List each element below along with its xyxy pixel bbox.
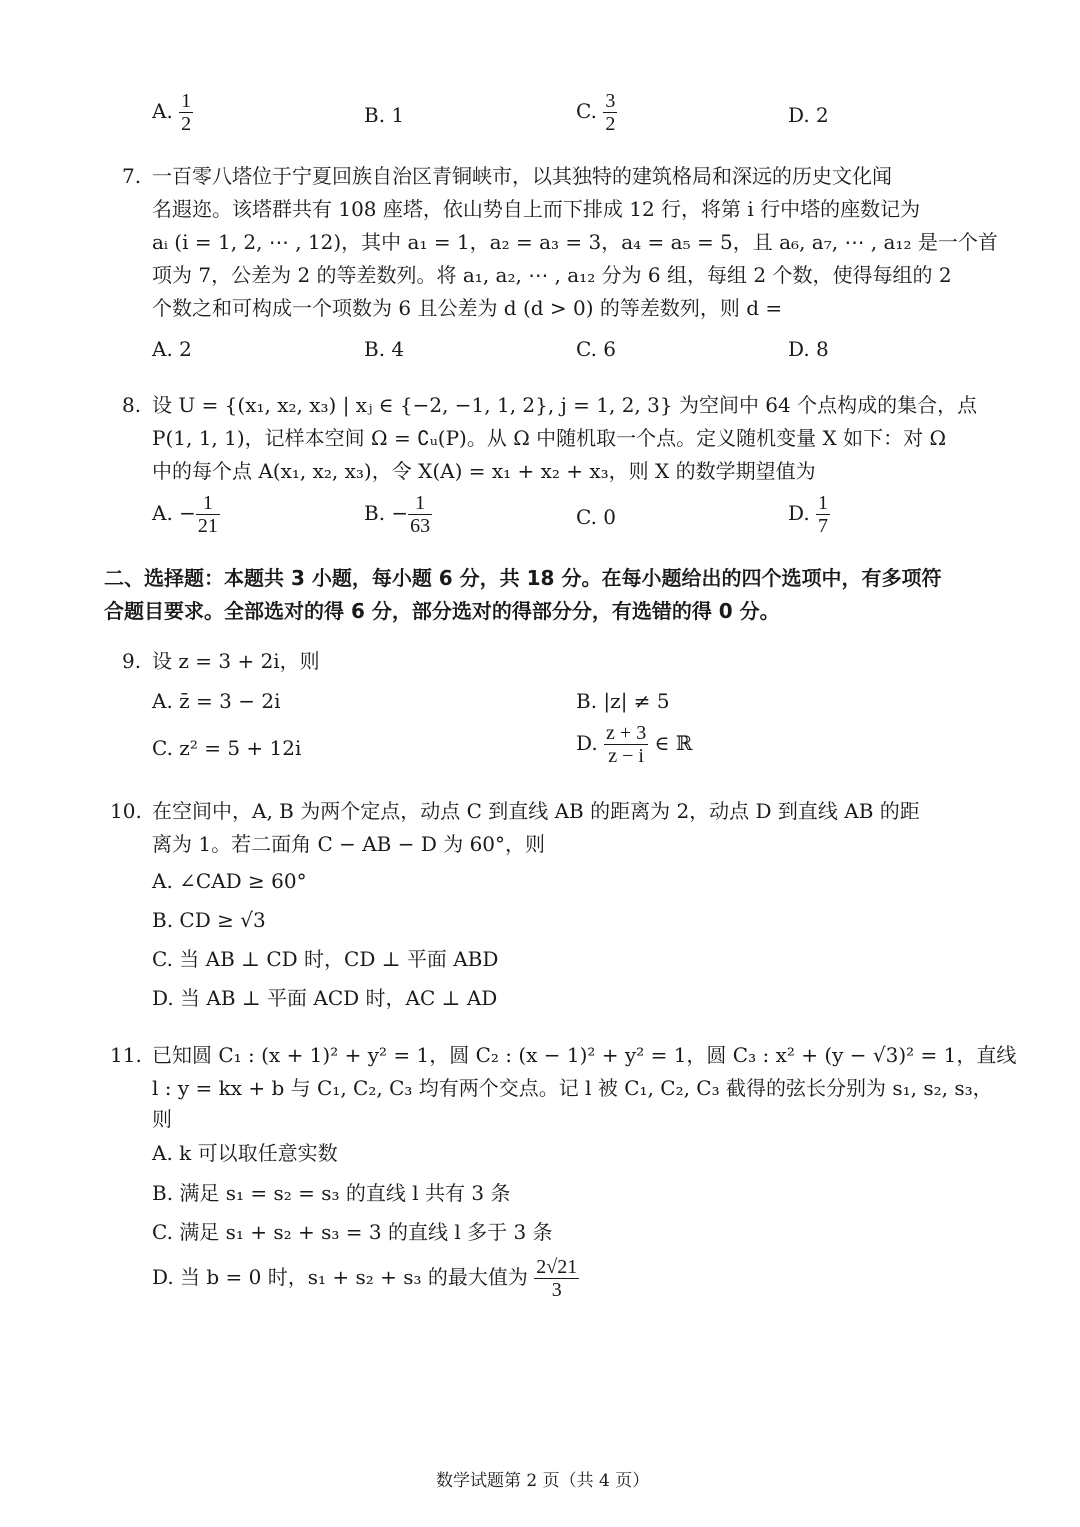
q9-option-d: D. $\frac{z + 3}{z - i}$ ∈ ℝ bbox=[576, 722, 693, 767]
q7-stem-line-2: 名遐迩。该塔群共有 108 座塔，依山势自上而下排成 12 行，将第 i 行中塔的座数记为 bbox=[152, 197, 921, 221]
q9-option-b: B. |z| ≠ 5 bbox=[576, 689, 670, 713]
q6-option-c: C. $\frac{3}{2}$ bbox=[576, 90, 616, 135]
q9-stem: 设 z = 3 + 2i，则 bbox=[152, 649, 320, 673]
q10-option-b: B. CD ≥ √3 bbox=[152, 908, 266, 932]
q8-option-a: A. − $\frac{1}{21}$ bbox=[152, 492, 218, 537]
q8-option-a-fraction: $\frac{1}{21}$ bbox=[197, 492, 218, 537]
q6-option-c-fraction: $\frac{3}{2}$ bbox=[605, 90, 616, 135]
section-2-heading-line-1: 二、选择题：本题共 3 小题，每小题 6 分，共 18 分。在每小题给出的四个选项中，有多项符 bbox=[104, 566, 942, 590]
q9-option-a: A. z̄ = 3 − 2i bbox=[152, 689, 281, 713]
q9-option-c: C. z² = 5 + 12i bbox=[152, 736, 302, 760]
q11-option-c: C. 满足 s₁ + s₂ + s₃ = 3 的直线 l 多于 3 条 bbox=[152, 1220, 553, 1244]
q7-option-a: A. 2 bbox=[152, 337, 192, 361]
q7-number: 7. bbox=[122, 164, 142, 188]
section-2-heading-line-2: 合题目要求。全部选对的得 6 分，部分选对的得部分分，有选错的得 0 分。 bbox=[104, 599, 780, 623]
q6-option-b: B. 1 bbox=[364, 103, 405, 127]
q7-option-d: D. 8 bbox=[788, 337, 829, 361]
q10-number: 10. bbox=[110, 799, 142, 823]
q6-option-a: A. $\frac{1}{2}$ bbox=[152, 90, 192, 135]
q8-option-c: C. 0 bbox=[576, 505, 617, 529]
q11-option-d-fraction: $\frac{2√21}{3}$ bbox=[536, 1256, 578, 1301]
page-footer: 数学试题第 2 页（共 4 页） bbox=[436, 1471, 650, 1491]
q11-number: 11. bbox=[110, 1043, 142, 1067]
q7-stem-line-1: 一百零八塔位于宁夏回族自治区青铜峡市，以其独特的建筑格局和深远的历史文化闻 bbox=[152, 164, 892, 188]
q8-stem-line-2: P(1, 1, 1)，记样本空间 Ω = ∁ᵤ(P)。从 Ω 中随机取一个点。定义随机变量 X 如下：对 Ω bbox=[152, 426, 947, 450]
q9-option-d-fraction: $\frac{z + 3}{z - i}$ bbox=[606, 722, 647, 767]
q8-option-b-fraction: $\frac{1}{63}$ bbox=[410, 492, 431, 537]
q8-option-d: D. $\frac{1}{7}$ bbox=[788, 492, 829, 537]
q8-option-d-fraction: $\frac{1}{7}$ bbox=[818, 492, 829, 537]
q7-stem-line-3: aᵢ (i = 1, 2, ⋯ , 12)，其中 a₁ = 1，a₂ = a₃ = 3，a₄ = a₅ = 5，且 a₆, a₇, ⋯ , a₁₂ 是一个首 bbox=[152, 230, 998, 254]
q6-option-a-fraction: $\frac{1}{2}$ bbox=[181, 90, 192, 135]
q8-option-b: B. − $\frac{1}{63}$ bbox=[364, 492, 431, 537]
q11-stem-line-3: 则 bbox=[152, 1107, 172, 1131]
q9-number: 9. bbox=[122, 649, 142, 673]
q10-stem-line-2: 离为 1。若二面角 C − AB − D 为 60°，则 bbox=[152, 832, 546, 856]
q11-option-d: D. 当 b = 0 时，s₁ + s₂ + s₃ 的最大值为 $\frac{2√21}{3}$ bbox=[152, 1256, 578, 1301]
q11-option-b: B. 满足 s₁ = s₂ = s₃ 的直线 l 共有 3 条 bbox=[152, 1181, 511, 1205]
q8-stem-line-3: 中的每个点 A(x₁, x₂, x₃)，令 X(A) = x₁ + x₂ + x₃，则 X 的数学期望值为 bbox=[152, 459, 816, 483]
q11-stem-line-2: l : y = kx + b 与 C₁, C₂, C₃ 均有两个交点。记 l 被 C₁, C₂, C₃ 截得的弦长分别为 s₁, s₂, s₃， bbox=[152, 1076, 993, 1100]
q10-stem-line-1: 在空间中，A, B 为两个定点，动点 C 到直线 AB 的距离为 2，动点 D 到直线 AB 的距 bbox=[152, 799, 920, 823]
q11-stem-line-1: 已知圆 C₁ : (x + 1)² + y² = 1，圆 C₂ : (x − 1)² + y² = 1，圆 C₃ : x² + (y − √3)² = 1，直线 bbox=[152, 1043, 1017, 1067]
q8-stem-line-1: 设 U = {(x₁, x₂, x₃) | xⱼ ∈ {−2, −1, 1, 2}, j = 1, 2, 3} 为空间中 64 个点构成的集合，点 bbox=[152, 393, 978, 417]
q11-option-a: A. k 可以取任意实数 bbox=[152, 1141, 338, 1165]
q6-option-d: D. 2 bbox=[788, 103, 829, 127]
q10-option-d: D. 当 AB ⊥ 平面 ACD 时，AC ⊥ AD bbox=[152, 986, 498, 1010]
q7-option-b: B. 4 bbox=[364, 337, 405, 361]
q7-stem-line-4: 项为 7，公差为 2 的等差数列。将 a₁, a₂, ⋯ , a₁₂ 分为 6 组，每组 2 个数，使得每组的 2 bbox=[152, 263, 952, 287]
q10-option-a: A. ∠CAD ≥ 60° bbox=[152, 869, 307, 893]
q10-option-c: C. 当 AB ⊥ CD 时，CD ⊥ 平面 ABD bbox=[152, 947, 499, 971]
q7-stem-line-5: 个数之和可构成一个项数为 6 且公差为 d (d > 0) 的等差数列，则 d = bbox=[152, 296, 783, 320]
q7-option-c: C. 6 bbox=[576, 337, 617, 361]
q8-number: 8. bbox=[122, 393, 142, 417]
